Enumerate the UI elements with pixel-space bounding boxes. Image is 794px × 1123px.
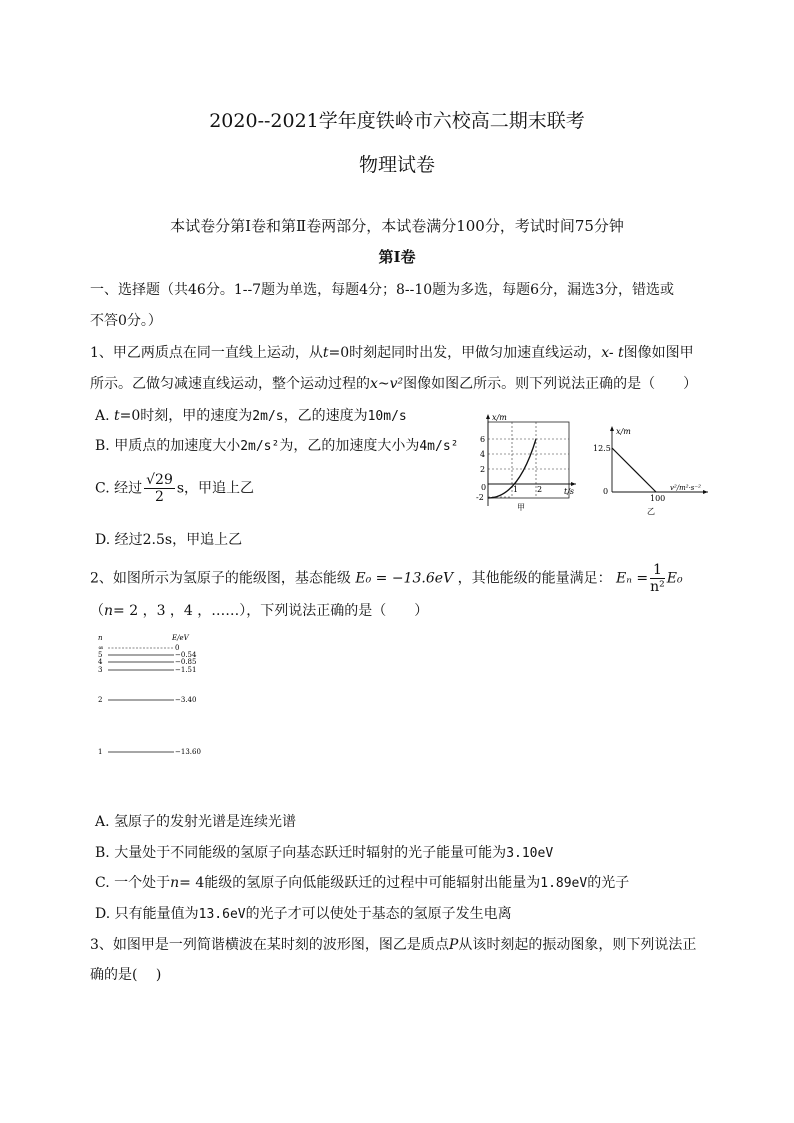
q2-option-b[interactable]: B. 大量处于不同能级的氢原子向基态跃迁时辐射的光子能量可能为3.10eV — [95, 845, 554, 861]
level-n-3: 3 — [98, 666, 103, 674]
q2-option-d[interactable]: D. 只有能量值为13.6eV的光子才可以使处于基态的氢原子发生电离 — [95, 906, 512, 922]
q1-option-a[interactable]: A. t=0时刻，甲的速度为2m/s，乙的速度为10m/s — [95, 408, 407, 424]
graph-yi-origin: 0 — [603, 487, 609, 496]
graph-yi-ytick: 12.5 — [593, 444, 611, 453]
graph-jia-xtick-1: 1 — [513, 485, 519, 494]
level-e-1: −13.60 — [175, 748, 201, 756]
graph-jia-xtick-2: 2 — [537, 485, 543, 494]
graph-jia-ylabel: x/m — [492, 413, 507, 422]
graph-yi-ylabel: x/m — [616, 427, 631, 436]
q1-option-b[interactable]: B. 甲质点的加速度大小2m/s²为，乙的加速度大小为4m/s² — [95, 438, 459, 454]
graph-yi-line — [612, 448, 656, 492]
level-n-2: 2 — [98, 696, 103, 704]
q2-stem-line-1: 2、如图所示为氢原子的能级图，基态能级 E₀ = −13.6eV ，其他能级的能量满足： Eₙ = $\frac{1}{\text{n²}}$ E₀ — [90, 562, 683, 595]
graph-jia-caption: 甲 — [517, 503, 525, 512]
level-e-2: −3.40 — [175, 696, 197, 704]
q2-option-c[interactable]: C. 一个处于n= 4能级的氢原子向低能级跃迁的过程中可能辐射出能量为1.89eV的光子 — [95, 875, 630, 891]
exam-subtitle: 物理试卷 — [358, 154, 435, 176]
instructions-line-2: 不答0分。） — [90, 313, 162, 329]
section-heading: 第Ⅰ卷 — [378, 248, 416, 266]
q3-stem-line-2: 确的是( ) — [90, 967, 162, 983]
level-n-1: 1 — [98, 748, 103, 756]
level-e-3: −1.51 — [175, 666, 197, 674]
graph-jia-origin: 0 — [481, 483, 487, 492]
graph-yi-caption: 乙 — [647, 507, 655, 516]
graph-yi-xlabel: v²/m²·s⁻² — [670, 484, 701, 492]
q1-option-c[interactable]: C. 经过 $\frac{√29}{2}$ s，甲追上乙 — [95, 472, 255, 505]
level-e-4: −0.85 — [175, 658, 197, 666]
q2-option-a[interactable]: A. 氢原子的发射光谱是连续光谱 — [95, 814, 297, 830]
q1-option-c-fraction: $\frac{√29}{2}$ — [146, 472, 173, 505]
level-n-4: 4 — [98, 658, 103, 666]
graph-jia-y-arrow — [486, 414, 490, 419]
graph-jia-ytick-neg2: -2 — [476, 493, 484, 502]
graph-jia-ytick-6: 6 — [480, 435, 486, 444]
level-n-5: 5 — [98, 651, 103, 659]
graph-yi-xtick: 100 — [650, 494, 666, 503]
level-e-inf: 0 — [175, 644, 180, 652]
level-e-5: −0.54 — [175, 651, 197, 659]
q2-energy-fraction: $\frac{1}{\text{n²}}$ — [650, 562, 665, 595]
level-col-n: n — [98, 634, 103, 642]
q1-stem-line-1: 1、甲乙两质点在同一直线上运动，从t=0时刻起同时出发，甲做匀加速直线运动，x- t图像如图甲 — [90, 345, 694, 361]
q1-graph-yi — [590, 422, 720, 517]
q1-stem-line-2: 所示。乙做匀减速直线运动，整个运动过程的x~v²图像如图乙所示。则下列说法正确的是（ ） — [90, 376, 698, 392]
q1-graph-jia — [474, 410, 584, 515]
instructions-line-1: 一、选择题（共46分。1--7题为单选，每题4分；8--10题为多选，每题6分，漏选3分，错选或 — [90, 282, 674, 298]
q1-option-d[interactable]: D. 经过2.5s，甲追上乙 — [95, 532, 243, 548]
q2-stem-line-2: （n= 2 ，3 ，4 ，……），下列说法正确的是（ ） — [90, 603, 429, 619]
graph-jia-ytick-4: 4 — [480, 450, 486, 459]
graph-jia-xlabel: t/s — [564, 487, 575, 496]
level-n-inf: ∞ — [98, 644, 104, 652]
graph-yi-y-arrow — [610, 426, 614, 431]
level-col-e: E/eV — [172, 634, 189, 642]
exam-info: 本试卷分第Ⅰ卷和第Ⅱ卷两部分，本试卷满分100分，考试时间75分钟 — [170, 217, 624, 235]
exam-title: 2020--2021学年度铁岭市六校高二期末联考 — [209, 110, 585, 132]
graph-yi-x-arrow — [703, 490, 708, 494]
q3-stem-line-1: 3、如图甲是一列简谐横波在某时刻的波形图，图乙是质点P从该时刻起的振动图象，则下列说法正 — [90, 937, 697, 953]
graph-jia-x-arrow — [571, 482, 576, 486]
graph-jia-ytick-2: 2 — [480, 465, 486, 474]
q2-energy-level-diagram — [94, 630, 224, 760]
